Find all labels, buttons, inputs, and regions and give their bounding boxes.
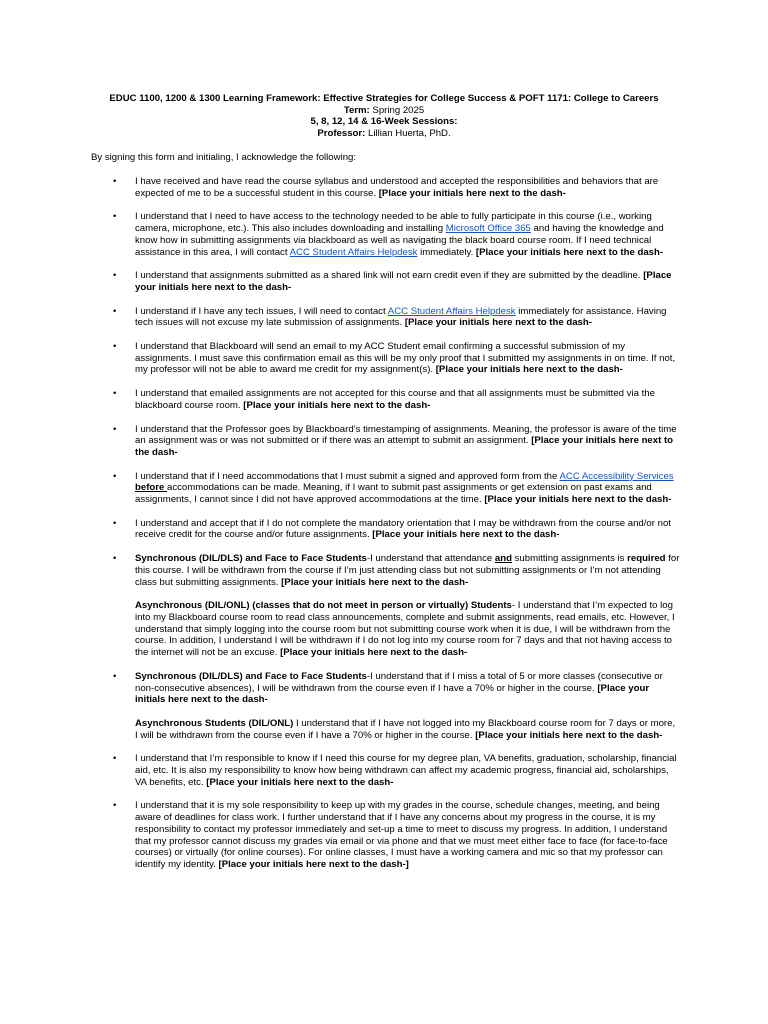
initials-instruction: [Place your initials here next to the dash- — [475, 246, 664, 258]
initials-instruction: [Place your initials here next to the dash- — [135, 270, 672, 293]
list-item — [0, 553, 768, 659]
item-text: I understand that emailed assignments are not accepted for this course and that all assignments must be submitted via the blackboard course room. [Place your initials here next to the dash- — [135, 388, 655, 411]
list-item — [0, 518, 768, 541]
initials-instruction: [Place your initials here next to the dash- — [404, 317, 592, 329]
required-emphasis: required — [627, 553, 666, 565]
initials-instruction: [Place your initials here next to the dash-] — [218, 858, 409, 870]
accessibility-services-link[interactable]: ACC Accessibility Services — [559, 470, 674, 482]
list-item — [0, 176, 768, 199]
before-emphasis: before — [135, 482, 167, 494]
initials-instruction: [Place your initials here next to the dash- — [135, 435, 674, 458]
item-text: I understand that it is my sole responsibility to keep up with my grades in the course, schedule changes, meeting, and being aware of deadlines for class work. I further understand that if I have any concerns about my progress in the course, it is my responsibility to contact my professor immediately and set-up a time to meet to discuss my progress. In addition, I understand that my professor cannot discuss my grades via email or via phone and that we must meet either face to face (for face-to-face courses) or virtually (for online courses). For online classes, I must have a working camera and mic so that my professor can identify my identity. [Place your initials here next to the dash-] — [135, 800, 668, 870]
sync-label: Synchronous (DIL/DLS) and Face to Face Students — [135, 670, 367, 682]
item-text: Synchronous (DIL/DLS) and Face to Face Students-I understand that if I miss a total of 5 or more classes (consecutive or non-consecutive absences), I will be withdrawn from the course even if I have a 70% or higher in the course. [Place your initials here next to the dash- Asynchronous Students (DIL/ONL) I understand that if I have not logged into my Blackboard course room for 7 days or more, I will be withdrawn from the course even if I have a 70% or higher in the course. [Place your initials here next to the dash- — [135, 671, 680, 742]
bullet: • — [113, 553, 117, 565]
bullet: • — [113, 176, 117, 187]
bullet: • — [113, 470, 117, 482]
initials-instruction: [Place your initials here next to the dash- — [206, 776, 394, 788]
bullet: • — [113, 305, 117, 317]
professor-value: Lillian Huerta, PhD. — [365, 128, 451, 140]
list-item — [0, 341, 768, 376]
initials-instruction: [Place your initials here next to the dash- — [281, 576, 469, 588]
course-title: EDUC 1100, 1200 & 1300 Learning Framework: Effective Strategies for College Success & POFT 1171: College to Careers — [109, 93, 659, 104]
bullet: • — [113, 211, 117, 223]
list-item — [0, 211, 768, 258]
item-text: I have received and have read the course syllabus and understood and accepted the responsibilities and behaviors that are expected of me to be a successful student in this course. [Place your initials here next to the dash- — [135, 176, 659, 199]
item-text: I understand that assignments submitted as a shared link will not earn credit even if they are submitted by the deadline. [Place your initials here next to the dash- — [135, 270, 672, 293]
bullet: • — [113, 753, 117, 765]
professor-line — [0, 128, 768, 140]
term-label: Term: — [343, 104, 370, 116]
list-item — [0, 270, 768, 293]
async-paragraph: Asynchronous (DIL/ONL) (classes that do not meet in person or virtually) Students- I understand that I’m expected to log into my Blackboard course room to read class announcements, complete and submit assignments, read emails, etc. However, I understand that simply logging into the course room but not submitting course work when it is due, I will be withdrawn from the course. In addition, I understand I will be withdrawn if I do not log into my course room for 7 days and that not having access to the internet will not be an excuse. [Place your initials here next to the dash- — [135, 600, 675, 659]
list-item — [0, 306, 768, 329]
async-paragraph: Asynchronous Students (DIL/ONL) I understand that if I have not logged into my Blackboard course room for 7 days or more, I will be withdrawn from the course even if I have a 70% or higher in the course. [Place your initials here next to the dash- — [135, 717, 676, 741]
list-item — [0, 671, 768, 742]
bullet: • — [113, 341, 117, 353]
list-item — [0, 800, 768, 870]
initials-instruction: [Place your initials here next to the dash- — [475, 729, 663, 741]
microsoft-office-link[interactable]: Microsoft Office 365 — [445, 223, 531, 235]
intro-text: By signing this form and initialing, I acknowledge the following: — [91, 152, 357, 163]
initials-instruction: [Place your initials here next to the dash- — [378, 187, 566, 199]
list-item — [0, 424, 768, 459]
item-text: I understand and accept that if I do not complete the mandatory orientation that I may be withdrawn from the course and/or not receive credit for the course and/or future assignments. [Place your initials here next to the dash- — [135, 517, 671, 541]
list-item — [0, 471, 768, 506]
helpdesk-link[interactable]: ACC Student Affairs Helpdesk — [387, 305, 516, 317]
term-value: Spring 2025 — [369, 104, 425, 116]
bullet: • — [113, 388, 117, 400]
acknowledgement-list — [0, 176, 768, 883]
bullet: • — [113, 517, 117, 529]
professor-label: Professor: — [317, 128, 366, 140]
async-label: Asynchronous (DIL/ONL) (classes that do not meet in person or virtually) Students — [135, 600, 512, 612]
term-line — [0, 105, 768, 117]
item-text: I understand that if I need accommodations that I must submit a signed and approved form from the ACC Accessibility Services before accommodations can be made. Meaning, if I want to submit past assignments or get extension on past exams and assignments, I cannot since I did not have approved accommodations at the time. [Place your initials here next to the dash- — [135, 470, 674, 506]
item-text: I understand that I’m responsible to know if I need this course for my degree plan, VA benefits, graduation, scholarship, financial aid, etc. It is also my responsibility to know how being withdrawn can affect my academic progress, financial aid, scholarships, VA benefits, etc. [Place your initials here next to the dash- — [135, 753, 677, 788]
item-text: I understand that the Professor goes by Blackboard’s timestamping of assignments. Meaning, the professor is aware of the time an assignment was or was not submitted or if there was an attempt to submit an assignment. [Place your initials here next to the dash- — [135, 423, 677, 458]
list-item — [0, 753, 768, 788]
document-header — [0, 93, 768, 140]
item-text: I understand that Blackboard will send an email to my ACC Student email confirming a successful submission of my assignments. I must save this confirmation email as this will be my only proof that I submitted my assignments in on time. If not, my professor will not be able to award me credit for my assignment(s). [Place your initials here next to the dash- — [135, 341, 676, 376]
bullet: • — [113, 270, 117, 282]
bullet: • — [113, 670, 117, 682]
item-text: I understand if I have any tech issues, I will need to contact ACC Student Affairs Helpdesk immediately for assistance. Having tech issues will not excuse my late submission of assignments. [Place your initials here next to the dash- — [135, 305, 667, 329]
initials-instruction: [Place your initials here next to the dash- — [280, 647, 468, 659]
initials-instruction: [Place your initials here next to the dash- — [135, 682, 650, 706]
async-label: Asynchronous Students (DIL/ONL) — [135, 717, 294, 729]
item-text: I understand that I need to have access to the technology needed to be able to fully participate in this course (i.e., working camera, microphone, etc.). This also includes downloading and installing Microsoft Office 365 and having the knowledge and know how in submitting assignments via blackboard as well as navigating the black board course room. If I need technical assistance in this area, I will contact ACC Student Affairs Helpdesk immediately. [Place your initials here next to the dash- — [135, 211, 664, 258]
helpdesk-link[interactable]: ACC Student Affairs Helpdesk — [289, 246, 418, 258]
initials-instruction: [Place your initials here next to the dash- — [243, 399, 431, 411]
initials-instruction: [Place your initials here next to the dash- — [372, 529, 560, 541]
item-text: Synchronous (DIL/DLS) and Face to Face Students-I understand that attendance and submitting assignments is required for this course. I will be withdrawn from the course if I’m just attending class but not submitting assignments or I’m not attending class but submitting assignments. [Place your initials here next to the dash- Asynchronous (DIL/ONL) (classes that do not meet in person or virtually) Students- I understand that I’m expected to log into my Blackboard course room to read class announcements, complete and submit assignments, read emails, etc. However, I understand that simply logging into the course room but not submitting course work when it is due, I will be withdrawn from the course. In addition, I understand I will be withdrawn if I do not log into my course room for 7 days and that not having access to the internet will not be an excuse. [Place your initials here next to the dash- — [135, 553, 680, 659]
bullet: • — [113, 800, 117, 812]
initials-instruction: [Place your initials here next to the dash- — [435, 364, 623, 376]
sync-label: Synchronous (DIL/DLS) and Face to Face Students — [135, 553, 367, 565]
bullet: • — [113, 423, 117, 435]
list-item — [0, 388, 768, 411]
sessions-line: 5, 8, 12, 14 & 16-Week Sessions: — [310, 116, 458, 128]
and-emphasis: and — [494, 553, 512, 565]
initials-instruction: [Place your initials here next to the dash- — [484, 494, 672, 506]
